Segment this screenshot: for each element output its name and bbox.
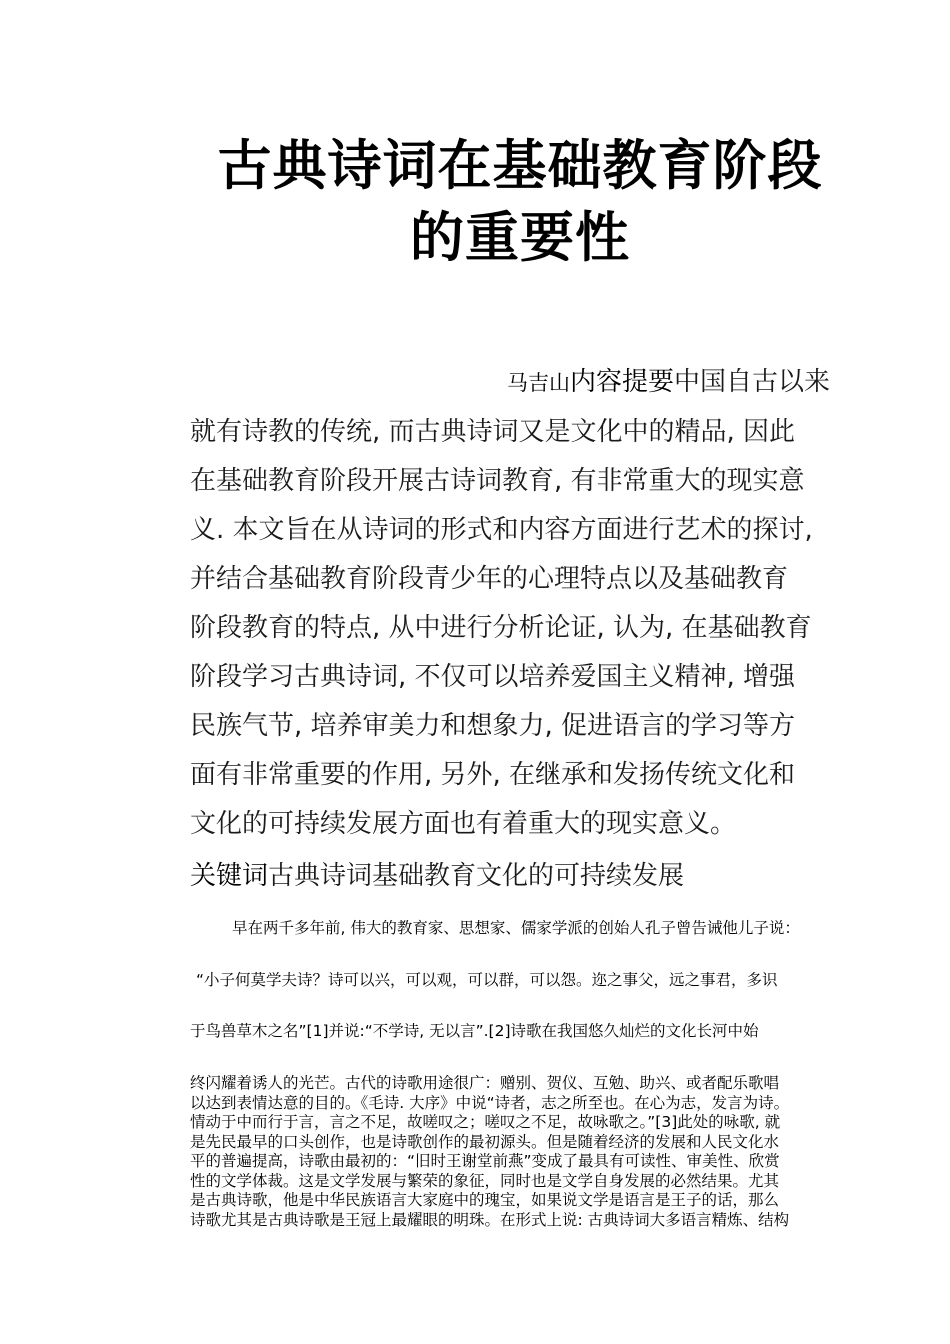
abstract-lead: 中国自古以来 — [673, 367, 830, 397]
body-line: 性的文学体裁。这是文学发展与繁荣的象征，同时也是文学自身发展的必然结果。尤其 — [190, 1171, 780, 1190]
body-line: 是先民最早的口头创作，也是诗歌创作的最初源头。但是随着经济的发展和人民文化水 — [190, 1132, 780, 1151]
body-paragraph-line: 于鸟兽草木之名”[1]并说:“不学诗, 无以言”.[2]诗歌在我国悠久灿烂的文化长河中始 — [190, 1022, 759, 1040]
body-paragraph-line: “小子何莫学夫诗？诗可以兴，可以观，可以群，可以怨。迩之事父，远之事君，多识 — [196, 971, 778, 989]
author-name: 马吉山 — [506, 371, 570, 395]
body-line: 是古典诗歌，他是中华民族语言大家庭中的瑰宝，如果说文学是语言是王子的话，那么 — [190, 1191, 780, 1209]
body-line: 终闪耀着诱人的光芒。古代的诗歌用途很广：赠别、贺仪、互勉、助兴、或者配乐歌唱 — [190, 1074, 780, 1092]
keywords — [190, 852, 850, 901]
abstract-line: 文化的可持续发展方面也有着重大的现实意义。 — [190, 809, 737, 839]
title-line-2: 的重要性 — [410, 206, 630, 269]
abstract-line: 面有非常重要的作用, 另外, 在继承和发扬传统文化和 — [190, 760, 796, 790]
abstract-label: 内容提要 — [569, 367, 674, 397]
body-line: 情动于中而行于言，言之不足，故嗟叹之；嗟叹之不足，故咏歌之。”[3]此处的咏歌, 就 — [190, 1113, 781, 1131]
keywords-label: 关键词 — [190, 861, 269, 891]
body-line: 以达到表情达意的目的。《毛诗. 大序》中说“诗者，志之所至也。在心为志，发言为诗。 — [190, 1093, 790, 1112]
body-line: 诗歌尤其是古典诗歌是王冠上最耀眼的明珠。在形式上说: 古典诗词大多语言精炼、结构 — [190, 1210, 790, 1229]
abstract-line: 在基础教育阶段开展古诗词教育, 有非常重大的现实意 — [190, 466, 805, 496]
title-line-1: 古典诗词在基础教育阶段 — [217, 134, 823, 197]
abstract-line: 就有诗教的传统, 而古典诗词又是文化中的精品, 因此 — [190, 417, 796, 447]
abstract-line: 民族气节, 培养审美力和想象力, 促进语言的学习等方 — [190, 711, 796, 741]
keywords-text: 古典诗词基础教育文化的可持续发展 — [268, 861, 685, 891]
abstract — [190, 358, 850, 849]
abstract-line: 并结合基础教育阶段青少年的心理特点以及基础教育 — [190, 564, 789, 594]
abstract-line: 阶段教育的特点, 从中进行分析论证, 认为, 在基础教育 — [190, 613, 812, 643]
abstract-first-line — [190, 358, 850, 408]
abstract-line: 阶段学习古典诗词, 不仅可以培养爱国主义精神, 增强 — [190, 662, 796, 692]
body-dense-paragraph — [190, 1074, 850, 1230]
body-paragraph-line: 早在两千多年前, 伟大的教育家、思想家、儒家学派的创始人孔子曾告诫他儿子说： — [232, 919, 800, 937]
body-line: 平的普遍提高，诗歌由最初的：“旧时王谢堂前燕”变成了最具有可读性、审美性、欣赏 — [190, 1152, 780, 1170]
abstract-line: 义. 本文旨在从诗词的形式和内容方面进行艺术的探讨, — [190, 515, 813, 545]
